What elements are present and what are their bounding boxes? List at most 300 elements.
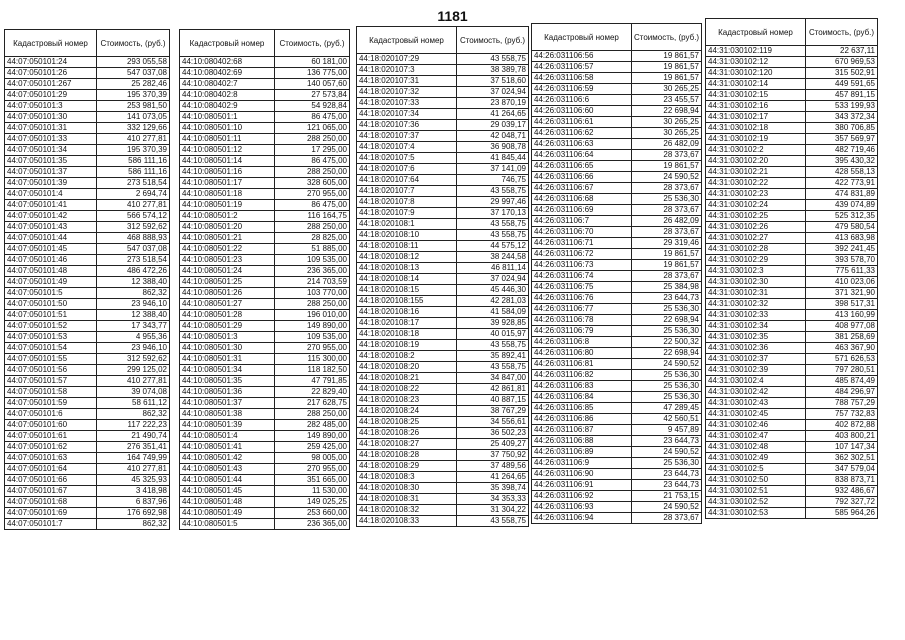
table-row	[180, 178, 350, 189]
table-row	[180, 453, 350, 464]
table-row	[706, 497, 878, 508]
cost-cell: 402 872,88	[806, 420, 878, 431]
table-row	[357, 395, 529, 406]
cost-cell: 103 770,00	[275, 288, 350, 299]
cadastral-number-cell: 44:18:020108:20	[357, 362, 457, 373]
table-row	[706, 101, 878, 112]
cost-cell: 486 472,26	[97, 266, 170, 277]
cost-cell: 28 373,67	[632, 271, 702, 282]
cost-cell: 3 418,98	[97, 486, 170, 497]
cadastral-table	[179, 29, 350, 530]
cost-cell: 38 244,58	[457, 252, 529, 263]
cadastral-table	[356, 26, 529, 527]
cost-cell: 22 500,32	[632, 337, 702, 348]
cadastral-number-cell: 44:18:020108:25	[357, 417, 457, 428]
cadastral-number-cell: 44:07:050101:26	[5, 68, 97, 79]
cost-cell: 26 482,09	[632, 216, 702, 227]
cost-cell: 23 946,10	[97, 299, 170, 310]
cadastral-number-cell: 44:07:050101:50	[5, 299, 97, 310]
table-row	[706, 398, 878, 409]
table-row	[706, 453, 878, 464]
cost-cell: 312 592,62	[97, 222, 170, 233]
table-row	[706, 211, 878, 222]
table-row	[532, 271, 702, 282]
cost-cell: 45 446,30	[457, 285, 529, 296]
cadastral-number-cell: 44:18:020107:37	[357, 131, 457, 142]
table-row	[706, 310, 878, 321]
table-row	[532, 150, 702, 161]
table-row	[532, 238, 702, 249]
table-row	[706, 200, 878, 211]
cost-cell: 196 010,00	[275, 310, 350, 321]
table-row	[532, 172, 702, 183]
page-number: 1181	[437, 8, 468, 24]
cost-cell: 253 660,00	[275, 508, 350, 519]
cost-cell: 22 698,94	[632, 348, 702, 359]
cadastral-number-cell: 44:31:030102:14	[706, 79, 806, 90]
table-row	[706, 376, 878, 387]
table-row	[180, 189, 350, 200]
cost-cell: 47 791,85	[275, 376, 350, 387]
cost-cell: 44 575,12	[457, 241, 529, 252]
cost-cell: 29 039,17	[457, 120, 529, 131]
cadastral-number-cell: 44:31:030102:15	[706, 90, 806, 101]
cost-cell: 34 847,00	[457, 373, 529, 384]
table-row	[5, 387, 170, 398]
cadastral-number-cell: 44:10:080501:1	[180, 112, 275, 123]
cost-cell: 121 065,00	[275, 123, 350, 134]
table-row	[180, 497, 350, 508]
cadastral-number-cell: 44:10:080501:20	[180, 222, 275, 233]
table-row	[5, 310, 170, 321]
table-row	[5, 200, 170, 211]
table-row	[532, 348, 702, 359]
cost-cell: 164 749,99	[97, 453, 170, 464]
cadastral-number-cell: 44:10:080501:2	[180, 211, 275, 222]
table-row	[5, 288, 170, 299]
table-row	[706, 321, 878, 332]
cost-header: Стоимость, (руб.)	[457, 27, 529, 54]
cost-cell: 862,32	[97, 288, 170, 299]
cost-cell: 25 536,30	[632, 458, 702, 469]
cadastral-number-cell: 44:26:031106:91	[532, 480, 632, 491]
table-row	[180, 233, 350, 244]
cadastral-number-cell: 44:31:030102:18	[706, 123, 806, 134]
table-row	[357, 472, 529, 483]
cost-cell: 24 590,52	[632, 172, 702, 183]
cost-cell: 43 558,75	[457, 516, 529, 527]
table-row	[5, 398, 170, 409]
table-row	[357, 439, 529, 450]
cadastral-number-cell: 44:18:020107:8	[357, 197, 457, 208]
cost-header: Стоимость, (руб.)	[806, 19, 878, 46]
cadastral-number-header: Кадастровый номер	[532, 24, 632, 51]
table-row	[532, 304, 702, 315]
cadastral-number-cell: 44:18:020107:34	[357, 109, 457, 120]
table-row	[532, 315, 702, 326]
cadastral-number-cell: 44:10:080501:3	[180, 332, 275, 343]
cost-cell: 19 861,57	[632, 62, 702, 73]
table-row	[532, 326, 702, 337]
table-row	[5, 497, 170, 508]
table-row	[180, 156, 350, 167]
table-header-row	[706, 19, 878, 46]
cadastral-number-cell: 44:07:050101:43	[5, 222, 97, 233]
cadastral-number-cell: 44:10:080501:36	[180, 387, 275, 398]
cost-cell: 485 874,49	[806, 376, 878, 387]
table-row	[706, 464, 878, 475]
cost-cell: 288 250,00	[275, 409, 350, 420]
cadastral-number-cell: 44:18:020108:28	[357, 450, 457, 461]
cadastral-number-cell: 44:26:031106:59	[532, 84, 632, 95]
cadastral-number-cell: 44:10:080501:41	[180, 442, 275, 453]
cadastral-number-cell: 44:18:020108:24	[357, 406, 457, 417]
cost-cell: 43 558,75	[457, 54, 529, 65]
cost-cell: 288 250,00	[275, 134, 350, 145]
cost-cell: 24 590,52	[632, 359, 702, 370]
cadastral-number-cell: 44:31:030102:16	[706, 101, 806, 112]
table-row	[357, 263, 529, 274]
table-row	[180, 123, 350, 134]
table-row	[706, 134, 878, 145]
table-row	[706, 145, 878, 156]
cost-cell: 34 556,61	[457, 417, 529, 428]
cost-cell: 217 628,75	[275, 398, 350, 409]
cost-cell: 29 997,46	[457, 197, 529, 208]
table-row	[180, 277, 350, 288]
cost-cell: 12 388,40	[97, 310, 170, 321]
cadastral-number-cell: 44:18:020108:16	[357, 307, 457, 318]
cadastral-number-cell: 44:26:031106:7	[532, 216, 632, 227]
cadastral-number-cell: 44:10:080501:17	[180, 178, 275, 189]
cost-cell: 586 111,16	[97, 167, 170, 178]
cadastral-number-cell: 44:07:050101:54	[5, 343, 97, 354]
cost-cell: 17 295,00	[275, 145, 350, 156]
cost-cell: 43 558,75	[457, 186, 529, 197]
cost-cell: 116 164,75	[275, 211, 350, 222]
table-row	[357, 274, 529, 285]
cost-cell: 474 831,89	[806, 189, 878, 200]
cadastral-number-cell: 44:10:080501:27	[180, 299, 275, 310]
cost-cell: 60 181,00	[275, 57, 350, 68]
cadastral-number-cell: 44:18:020107:29	[357, 54, 457, 65]
table-row	[357, 252, 529, 263]
cost-cell: 585 964,26	[806, 508, 878, 519]
cost-cell: 273 518,54	[97, 255, 170, 266]
cost-cell: 86 475,00	[275, 112, 350, 123]
table-row	[706, 68, 878, 79]
table-row	[5, 189, 170, 200]
cadastral-number-cell: 44:10:080501:23	[180, 255, 275, 266]
cost-cell: 792 327,72	[806, 497, 878, 508]
cost-cell: 34 353,33	[457, 494, 529, 505]
table-row	[357, 428, 529, 439]
table-row	[357, 296, 529, 307]
cadastral-number-cell: 44:26:031106:73	[532, 260, 632, 271]
cadastral-number-cell: 44:07:050101:61	[5, 431, 97, 442]
cadastral-number-cell: 44:31:030102:29	[706, 255, 806, 266]
table-row	[5, 156, 170, 167]
cadastral-number-cell: 44:07:050101:66	[5, 475, 97, 486]
table-row	[5, 277, 170, 288]
cadastral-number-cell: 44:07:050101:68	[5, 497, 97, 508]
cadastral-number-cell: 44:31:030102:33	[706, 310, 806, 321]
cadastral-number-cell: 44:31:030102:12	[706, 57, 806, 68]
cadastral-number-cell: 44:18:020108:10	[357, 230, 457, 241]
table-row	[357, 142, 529, 153]
table-row	[532, 436, 702, 447]
table-header-row	[357, 27, 529, 54]
cost-cell: 22 698,94	[632, 315, 702, 326]
cost-cell: 23 644,73	[632, 436, 702, 447]
cost-cell: 413 160,99	[806, 310, 878, 321]
cost-cell: 484 296,97	[806, 387, 878, 398]
cadastral-table	[705, 18, 878, 519]
table-row	[357, 87, 529, 98]
table-row	[180, 299, 350, 310]
cadastral-number-cell: 44:10:080501:34	[180, 365, 275, 376]
table-row	[5, 68, 170, 79]
cadastral-number-cell: 44:10:080501:26	[180, 288, 275, 299]
table-row	[706, 57, 878, 68]
cadastral-number-cell: 44:31:030102:48	[706, 442, 806, 453]
cost-cell: 457 891,15	[806, 90, 878, 101]
cadastral-number-cell: 44:07:050101:34	[5, 145, 97, 156]
cost-cell: 393 578,70	[806, 255, 878, 266]
cadastral-number-cell: 44:18:020108:27	[357, 439, 457, 450]
table-row	[357, 417, 529, 428]
cadastral-number-cell: 44:31:030102:4	[706, 376, 806, 387]
cost-cell: 276 351,41	[97, 442, 170, 453]
table-row	[706, 79, 878, 90]
cadastral-number-cell: 44:31:030102:52	[706, 497, 806, 508]
cadastral-number-cell: 44:10:080501:42	[180, 453, 275, 464]
table-header-row	[180, 30, 350, 57]
cost-cell: 862,32	[97, 519, 170, 530]
cadastral-number-cell: 44:31:030102:31	[706, 288, 806, 299]
table-row	[5, 420, 170, 431]
cadastral-number-cell: 44:26:031106:81	[532, 359, 632, 370]
table-row	[5, 211, 170, 222]
cadastral-number-cell: 44:07:050101:33	[5, 134, 97, 145]
cost-cell: 547 037,08	[97, 244, 170, 255]
cadastral-number-cell: 44:07:050101:46	[5, 255, 97, 266]
cost-cell: 41 845,44	[457, 153, 529, 164]
table-row	[357, 373, 529, 384]
cost-cell: 332 129,66	[97, 123, 170, 134]
table-row	[532, 183, 702, 194]
cadastral-number-cell: 44:10:080501:16	[180, 167, 275, 178]
table-row	[5, 57, 170, 68]
cost-cell: 23 644,73	[632, 293, 702, 304]
cadastral-number-cell: 44:26:031106:57	[532, 62, 632, 73]
table-row	[532, 337, 702, 348]
cost-cell: 35 398,74	[457, 483, 529, 494]
table-row	[357, 241, 529, 252]
cadastral-number-cell: 44:26:031106:85	[532, 403, 632, 414]
cost-cell: 30 265,25	[632, 84, 702, 95]
cost-cell: 109 535,00	[275, 332, 350, 343]
cost-cell: 236 365,00	[275, 519, 350, 530]
cost-cell: 746,75	[457, 175, 529, 186]
table-row	[532, 62, 702, 73]
cost-cell: 176 692,98	[97, 508, 170, 519]
table-row	[532, 414, 702, 425]
table-row	[532, 425, 702, 436]
table-row	[706, 420, 878, 431]
cost-cell: 439 074,89	[806, 200, 878, 211]
cost-cell: 36 502,23	[457, 428, 529, 439]
cadastral-number-cell: 44:26:031106:60	[532, 106, 632, 117]
cost-cell: 149 025,25	[275, 497, 350, 508]
table-row	[357, 362, 529, 373]
cadastral-number-cell: 44:18:020108:155	[357, 296, 457, 307]
cost-cell: 136 775,00	[275, 68, 350, 79]
cost-cell: 788 757,29	[806, 398, 878, 409]
table-row	[532, 392, 702, 403]
cost-cell: 380 706,85	[806, 123, 878, 134]
table-row	[532, 73, 702, 84]
cost-cell: 312 592,62	[97, 354, 170, 365]
cadastral-number-cell: 44:18:020108:22	[357, 384, 457, 395]
cost-cell: 37 518,60	[457, 76, 529, 87]
table-row	[706, 431, 878, 442]
cost-cell: 19 861,57	[632, 51, 702, 62]
table-header-row	[532, 24, 702, 51]
cost-cell: 195 370,39	[97, 90, 170, 101]
cost-cell: 24 590,52	[632, 502, 702, 513]
cost-cell: 253 981,50	[97, 101, 170, 112]
cost-cell: 19 861,57	[632, 161, 702, 172]
cadastral-number-header: Кадастровый номер	[5, 30, 97, 57]
cadastral-number-cell: 44:31:030102:30	[706, 277, 806, 288]
cadastral-number-cell: 44:10:080501:39	[180, 420, 275, 431]
cost-cell: 371 321,90	[806, 288, 878, 299]
cost-cell: 25 384,98	[632, 282, 702, 293]
cadastral-table	[531, 23, 702, 524]
cost-cell: 39 074,08	[97, 387, 170, 398]
table-row	[180, 244, 350, 255]
cost-cell: 195 370,39	[97, 145, 170, 156]
cadastral-number-cell: 44:26:031106:82	[532, 370, 632, 381]
cadastral-number-cell: 44:31:030102:49	[706, 453, 806, 464]
cadastral-number-cell: 44:10:080501:38	[180, 409, 275, 420]
cost-header: Стоимость, (руб.)	[632, 24, 702, 51]
cost-cell: 21 490,74	[97, 431, 170, 442]
cadastral-number-cell: 44:31:030102:36	[706, 343, 806, 354]
table-row	[5, 332, 170, 343]
cost-cell: 525 312,35	[806, 211, 878, 222]
table-row	[357, 120, 529, 131]
table-row	[357, 450, 529, 461]
cost-cell: 117 222,23	[97, 420, 170, 431]
cadastral-number-cell: 44:31:030102:42	[706, 387, 806, 398]
table-row	[532, 51, 702, 62]
table-row	[5, 365, 170, 376]
cost-cell: 41 584,09	[457, 307, 529, 318]
cadastral-number-cell: 44:18:020107:64	[357, 175, 457, 186]
cadastral-number-cell: 44:18:020107:32	[357, 87, 457, 98]
cost-cell: 25 409,27	[457, 439, 529, 450]
table-row	[532, 513, 702, 524]
table-row	[357, 340, 529, 351]
cadastral-number-cell: 44:31:030102:35	[706, 332, 806, 343]
cost-header: Стоимость, (руб.)	[275, 30, 350, 57]
table-row	[180, 200, 350, 211]
cadastral-number-cell: 44:26:031106:80	[532, 348, 632, 359]
table-row	[5, 442, 170, 453]
cost-cell: 43 558,75	[457, 362, 529, 373]
table-row	[357, 76, 529, 87]
table-row	[5, 431, 170, 442]
cadastral-number-cell: 44:07:050101:60	[5, 420, 97, 431]
cadastral-number-cell: 44:18:020108:30	[357, 483, 457, 494]
cadastral-number-cell: 44:31:030102:120	[706, 68, 806, 79]
cadastral-number-cell: 44:31:030102:34	[706, 321, 806, 332]
cost-cell: 482 719,46	[806, 145, 878, 156]
cost-cell: 259 425,00	[275, 442, 350, 453]
table-row	[706, 90, 878, 101]
table-row	[5, 464, 170, 475]
table-row	[532, 469, 702, 480]
cadastral-number-cell: 44:07:050101:62	[5, 442, 97, 453]
table-row	[5, 134, 170, 145]
cadastral-number-cell: 44:10:080501:14	[180, 156, 275, 167]
cadastral-number-cell: 44:07:050101:58	[5, 387, 97, 398]
table-row	[180, 398, 350, 409]
cost-cell: 533 199,93	[806, 101, 878, 112]
cost-cell: 37 141,09	[457, 164, 529, 175]
cadastral-number-cell: 44:10:080501:22	[180, 244, 275, 255]
table-row	[180, 167, 350, 178]
cadastral-number-cell: 44:07:050101:51	[5, 310, 97, 321]
cadastral-number-cell: 44:31:030102:20	[706, 156, 806, 167]
cadastral-number-cell: 44:18:020108:13	[357, 263, 457, 274]
table-row	[180, 288, 350, 299]
cadastral-number-cell: 44:26:031106:74	[532, 271, 632, 282]
table-row	[5, 409, 170, 420]
cost-cell: 2 694,74	[97, 189, 170, 200]
cadastral-number-cell: 44:10:080402:69	[180, 68, 275, 79]
cadastral-number-cell: 44:31:030102:43	[706, 398, 806, 409]
table-row	[180, 134, 350, 145]
cost-cell: 40 887,15	[457, 395, 529, 406]
cost-cell: 86 475,00	[275, 200, 350, 211]
cadastral-number-cell: 44:10:080402:9	[180, 101, 275, 112]
cost-cell: 413 683,98	[806, 233, 878, 244]
cadastral-number-cell: 44:10:080501:30	[180, 343, 275, 354]
cadastral-number-cell: 44:26:031106:67	[532, 183, 632, 194]
cost-cell: 37 489,56	[457, 461, 529, 472]
table-row	[357, 384, 529, 395]
cost-cell: 141 073,05	[97, 112, 170, 123]
cost-cell: 42 048,71	[457, 131, 529, 142]
cost-cell: 28 373,67	[632, 205, 702, 216]
cost-cell: 118 182,50	[275, 365, 350, 376]
cadastral-number-cell: 44:18:020108:26	[357, 428, 457, 439]
cadastral-number-cell: 44:07:050101:37	[5, 167, 97, 178]
cost-cell: 293 055,58	[97, 57, 170, 68]
cost-cell: 299 125,02	[97, 365, 170, 376]
cost-cell: 42 281,03	[457, 296, 529, 307]
table-row	[532, 260, 702, 271]
cadastral-number-cell: 44:18:020108:29	[357, 461, 457, 472]
cost-cell: 30 265,25	[632, 117, 702, 128]
cost-cell: 4 955,36	[97, 332, 170, 343]
table-row	[5, 123, 170, 134]
table-row	[180, 101, 350, 112]
cost-cell: 288 250,00	[275, 222, 350, 233]
